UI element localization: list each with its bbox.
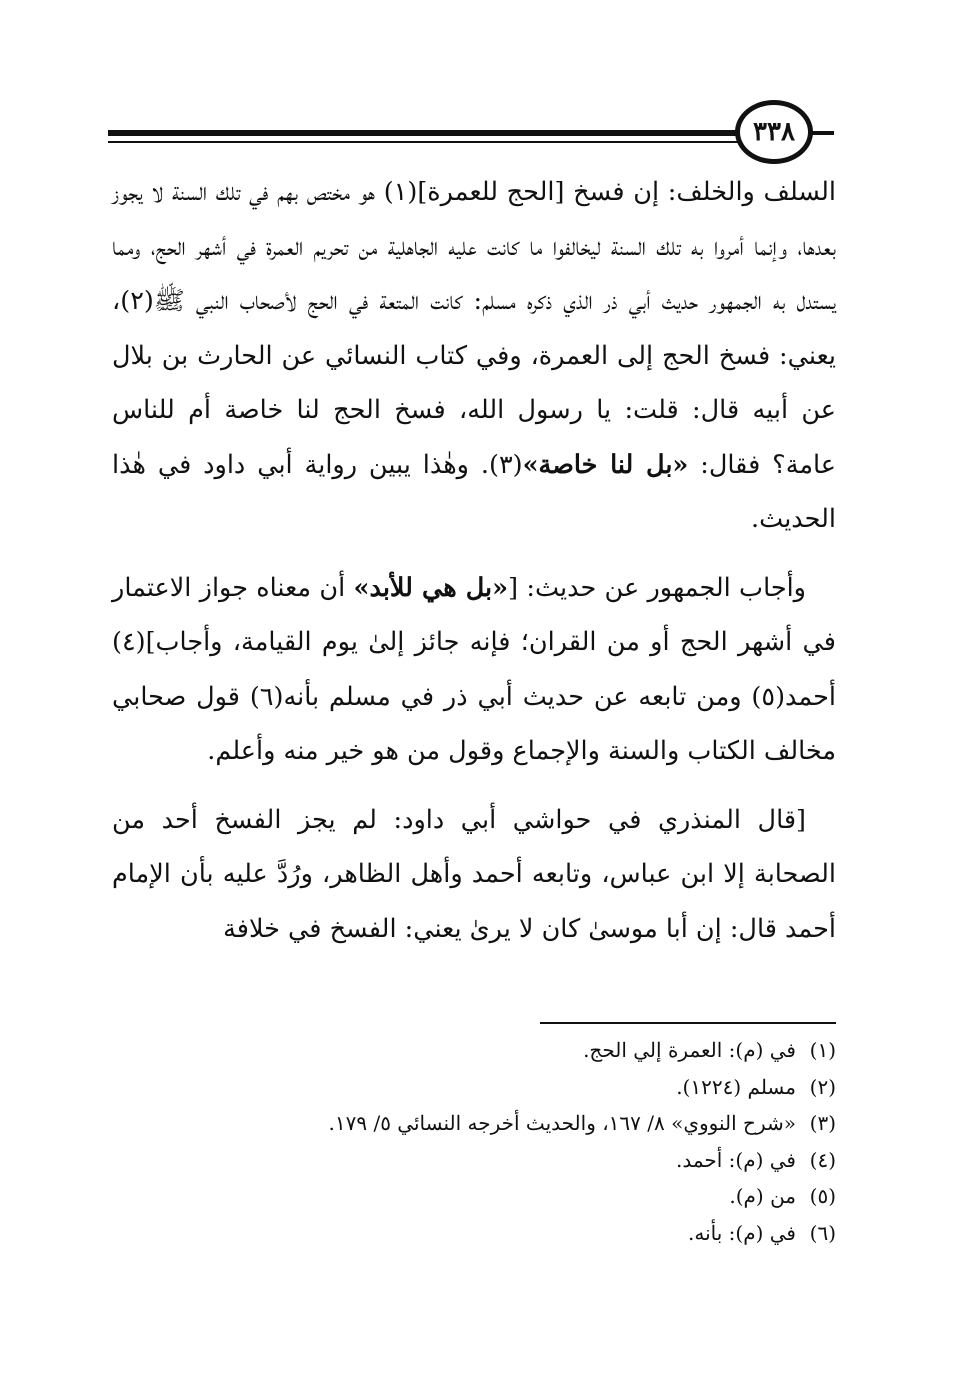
footnote-number: (٤)	[809, 1147, 836, 1172]
footnote-separator	[540, 1022, 836, 1024]
paragraph-1-end: (٣). وهٰذا يبين رواية أبي داود في هٰذا الحديث.	[112, 449, 836, 534]
paragraph-1-quote: «بل لنا خاصة»	[522, 449, 689, 480]
paragraph-2-quote: «بل هي للأبد»	[353, 572, 509, 603]
page-number	[735, 100, 813, 164]
footnote-number: (١)	[809, 1038, 836, 1062]
footnote-6	[200, 1215, 836, 1252]
paragraph-3	[112, 793, 836, 957]
header-rule-thin	[108, 141, 743, 143]
page-header	[0, 0, 959, 170]
footnote-number: (٦)	[809, 1220, 836, 1245]
paragraph-1	[112, 165, 836, 547]
paragraph-1-text: السلف والخلف: إن فسخ [الحج للعمرة](١) هو مختص بهم في تلك السنة لا يجوز بعدها، وإنما أمروا به تلك السنة ليخالفوا ما كانت عليه الجاهلية من تحريم العمرة في أشهر الحج، ومما يستدل به الجمهور حديث أبي ذر الذي ذكره مسلم: كانت المتعة في الحج لأصحاب النبي ﷺ(٢)، يعني: فسخ الحج إلى العمرة، وفي كتاب النسائي عن الحارث بن بلال عن أبيه قال: قلت: يا رسول الله، فسخ الحج لنا خاصة أم للناس عامة؟ فقال:	[112, 177, 837, 480]
footnote-text: من (م).	[729, 1184, 796, 1208]
paragraph-3-text: [قال المنذري في حواشي أبي داود: لم يجز الفسخ أحد من الصحابة إلا ابن عباس، وتابعه أحمد وأهل الظاهر، ورُدَّ عليه بأن الإمام أحمد قال: إن أبا موسىٰ كان لا يرىٰ يعني: الفسخ في خلافة	[112, 804, 836, 944]
paragraph-2-start: وأجاب الجمهور عن حديث: [	[508, 572, 806, 603]
paragraph-2-end: أن معناه جواز الاعتمار في أشهر الحج أو من القران؛ فإنه جائز إلىٰ يوم القيامة، وأجاب](٤) أحمد(٥) ومن تابعه عن حديث أبي ذر في مسلم بأنه(٦) قول صحابي مخالف الكتاب والسنة والإجماع وقول من هو خير منه وأعلم.	[112, 572, 836, 766]
footnotes	[200, 1032, 836, 1251]
footnote-text: في (م): أحمد.	[675, 1147, 796, 1172]
footnote-3	[200, 1105, 836, 1142]
main-text	[112, 165, 836, 956]
header-rule-tail	[812, 131, 834, 135]
footnote-5	[200, 1178, 836, 1215]
footnote-number: (٣)	[809, 1111, 836, 1135]
page-number-text: ٣٣٨	[753, 117, 795, 147]
footnote-4	[200, 1142, 836, 1179]
footnote-2	[200, 1069, 836, 1106]
footnote-text: مسلم (١٢٢٤).	[676, 1074, 796, 1099]
header-rule-thick	[108, 130, 743, 136]
footnote-number: (٢)	[809, 1074, 836, 1099]
footnote-1	[200, 1032, 836, 1069]
footnote-number: (٥)	[809, 1184, 836, 1208]
paragraph-2	[112, 561, 836, 779]
footnote-text: في (م): العمرة إلي الحج.	[583, 1038, 796, 1062]
footnote-text: في (م): بأنه.	[688, 1220, 796, 1245]
footnote-text: «شرح النووي» ٨/ ١٦٧، والحديث أخرجه النسائي ٥/ ١٧٩.	[328, 1111, 796, 1135]
